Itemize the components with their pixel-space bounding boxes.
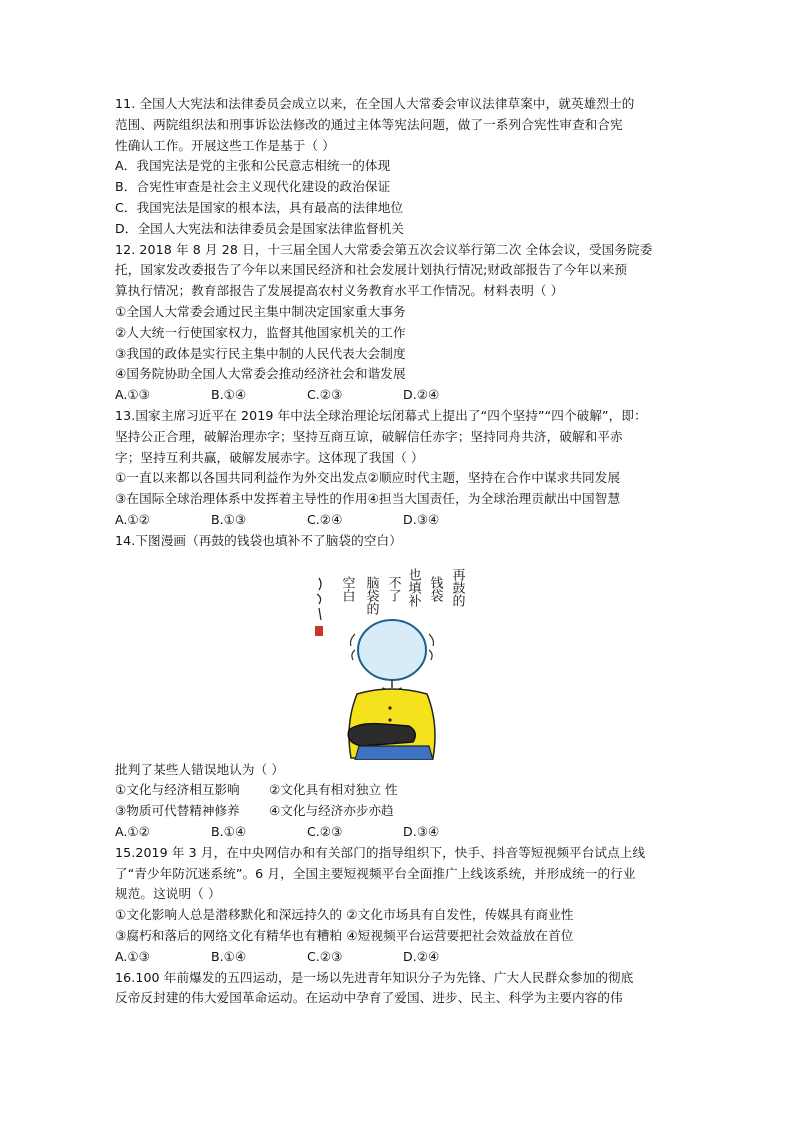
choice-c: C.②③ (307, 948, 343, 964)
choice-c: C.②③ (307, 387, 343, 403)
choice-d: D.②④ (403, 387, 440, 403)
q11-stem-line: 范围、两院组织法和刑事诉讼法修改的通过主体等宪法问题，做了一系列合宪性审查和合宪 (115, 116, 623, 132)
caption-col: 再鼓的 (449, 567, 465, 607)
caption-col: 不了 (385, 575, 401, 602)
q14-statement-row (115, 801, 685, 822)
cartoon-caption (340, 567, 466, 615)
question-13 (115, 406, 685, 531)
q14-statement: ④文化与经济亦步亦趋 (269, 803, 394, 819)
q13-statement: ③在国际全球治理体系中发挥着主导性的作用④担当大国责任，为全球治理贡献出中国智慧 (115, 491, 621, 507)
choice-a: A.①③ (115, 387, 150, 403)
blue-pants (355, 746, 433, 760)
q15-statement: ③腐朽和落后的网络文化有精华也有糟粕 ④短视频平台运营要把社会效益放在首位 (115, 927, 574, 943)
q15-statement: ①文化影响人总是潜移默化和深远持久的 ②文化市场具有自发性，传媒具有商业性 (115, 907, 574, 923)
q12-stem-line: 托，国家发改委报告了今年以来国民经济和社会发展计划执行情况;财政部报告了今年以来预 (115, 262, 628, 278)
choice-a: A.①③ (115, 948, 150, 964)
q11-option-a: A．我国宪法是党的主张和公民意志相统一的体现 (115, 158, 391, 174)
choice-c: C.②④ (307, 511, 343, 527)
q16-stem-line: 16.100 年前爆发的五四运动，是一场以先进青年知识分子为先锋、广大人民群众参加的彻底 (115, 969, 634, 985)
choice-d: D.②④ (403, 948, 440, 964)
q13-stem-line: 13.国家主席习近平在 2019 年中法全球治理论坛闭幕式上提出了“四个坚持”“四个破解”，即： (115, 407, 647, 423)
q13-stem-line: 字；坚持互利共赢，破解发展赤字。这体现了我国（ ） (115, 449, 424, 465)
cartoon-figure (295, 554, 501, 760)
question-12 (115, 240, 685, 406)
question-14 (115, 531, 685, 843)
choice-a: A.①② (115, 823, 150, 839)
q11-option-d: D．全国人大宪法和法律委员会是国家法律监督机关 (115, 220, 405, 236)
caption-col: 脑袋的 (363, 575, 379, 615)
q15-stem-line: 规范。这说明（ ） (115, 886, 221, 902)
q15-stem-line: 15.2019 年 3 月，在中央网信办和有关部门的指导组织下，快手、抖音等短视频平台试点上线 (115, 844, 646, 860)
choice-c: C.②③ (307, 823, 343, 839)
q12-statement: ②人大统一行使国家权力，监督其他国家机关的工作 (115, 324, 406, 340)
q13-stem-line: 坚持公正合理，破解治理赤字；坚持互商互谅，破解信任赤字；坚持同舟共济，破解和平赤 (115, 428, 623, 444)
choice-b: B.①③ (211, 511, 247, 527)
question-15 (115, 843, 685, 968)
money-bag (348, 723, 415, 745)
q12-choices (115, 385, 685, 406)
choice-b: B.①④ (211, 823, 247, 839)
q11-option-b: B．合宪性审查是社会主义现代化建设的政治保证 (115, 179, 391, 195)
caption-col: 也填补 (405, 567, 421, 607)
q15-choices (115, 947, 685, 968)
q16-stem-line: 反帝反封建的伟大爱国革命运动。在运动中孕育了爱国、进步、民主、科学为主要内容的伟 (115, 990, 623, 1006)
q13-choices (115, 510, 685, 531)
choice-d: D.③④ (403, 823, 440, 839)
question-16 (115, 968, 685, 1010)
q12-stem-line: 算执行情况；教育部报告了发展提高农村义务教育水平工作情况。材料表明（ ） (115, 283, 564, 299)
q13-statement: ①一直以来都以各国共同利益作为外交出发点②顺应时代主题，坚持在合作中谋求共同发展 (115, 470, 621, 486)
exam-page (115, 94, 685, 1009)
q12-stem-line: 12. 2018 年 8 月 28 日，十三届全国人大常委会第五次会议举行第二次 全体会议，受国务院委 (115, 241, 653, 257)
cartoon-illustration (115, 554, 685, 760)
q14-statement-row (115, 780, 685, 801)
q14-statement: ③物质可代替精神修养 (115, 803, 240, 819)
caption-col: 空白 (339, 575, 355, 602)
q11-stem-line: 性确认工作。开展这些工作是基于（ ） (115, 137, 335, 153)
q14-lead: 批判了某些人错误地认为（ ） (115, 761, 285, 777)
choice-b: B.①④ (211, 948, 247, 964)
choice-d: D.③④ (403, 511, 440, 527)
q12-statement: ④国务院协助全国人大常委会推动经济社会和谐发展 (115, 366, 406, 382)
q11-option-c: C．我国宪法是国家的根本法，具有最高的法律地位 (115, 199, 404, 215)
signature-seal (315, 578, 323, 636)
q12-statement: ③我国的政体是实行民主集中制的人民代表大会制度 (115, 345, 406, 361)
q14-choices (115, 822, 685, 843)
q15-stem-line: 了“青少年防沉迷系统”。6 月，全国主要短视频平台全面推广上线该系统，并形成统一的行业 (115, 865, 636, 881)
caption-col: 钱袋 (427, 575, 443, 602)
q14-statement: ②文化具有相对独立 性 (269, 782, 398, 798)
balloon-head (358, 620, 426, 680)
q14-statement: ①文化与经济相互影响 (115, 782, 240, 798)
choice-b: B.①④ (211, 387, 247, 403)
q12-statement: ①全国人大常委会通过民主集中制决定国家重大事务 (115, 303, 406, 319)
q11-stem-line: 11. 全国人大宪法和法律委员会成立以来，在全国人大常委会审议法律草案中，就英雄烈士的 (115, 96, 635, 111)
q14-stem: 14.下图漫画（再鼓的钱袋也填补不了脑袋的空白） (115, 532, 402, 548)
choice-a: A.①② (115, 511, 150, 527)
question-11 (115, 94, 685, 240)
